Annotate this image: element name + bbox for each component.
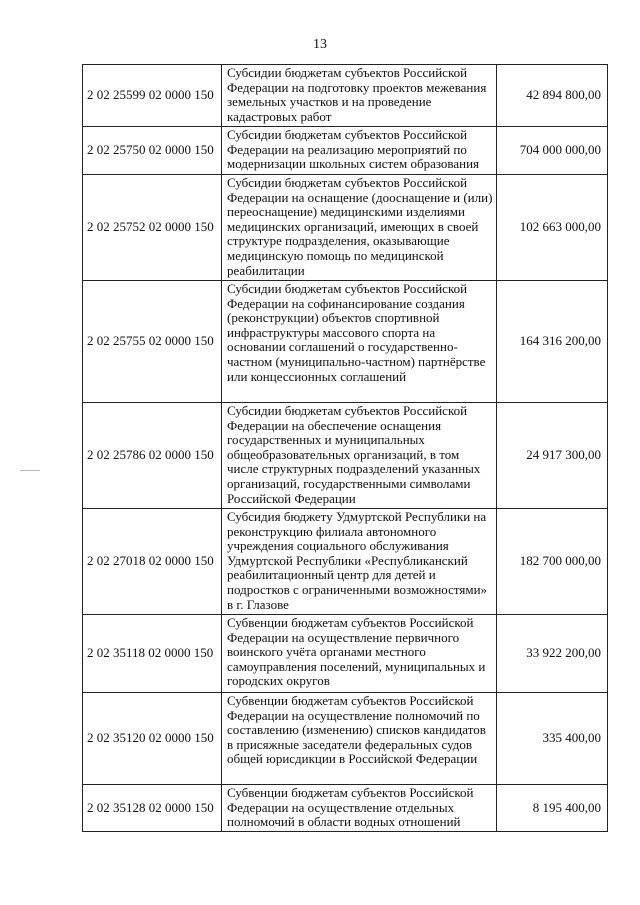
budget-code: 2 02 25752 02 0000 150 xyxy=(83,175,222,281)
table-row xyxy=(83,615,608,693)
revenue-description: Субсидия бюджету Удмуртской Республики на реконструкцию филиала автономного учреждения социального обслуживания Удмуртской Республики «Республиканский реабилитационный центр для детей и подростков с ограниченными возможностями» в г. Глазове xyxy=(222,509,497,615)
revenue-amount: 704 000 000,00 xyxy=(497,127,608,175)
budget-code: 2 02 25786 02 0000 150 xyxy=(83,403,222,509)
table-row xyxy=(83,693,608,785)
budget-code: 2 02 35128 02 0000 150 xyxy=(83,785,222,832)
revenue-amount: 33 922 200,00 xyxy=(497,615,608,693)
revenue-description: Субсидии бюджетам субъектов Российской Федерации на обеспечение оснащения государственных и муниципальных общеобразовательных организаций, в том числе структурных подразделений указанных организаций, государственными символами Российской Федерации xyxy=(222,403,497,509)
revenue-description: Субсидии бюджетам субъектов Российской Федерации на реализацию мероприятий по модернизации школьных систем образования xyxy=(222,127,497,175)
revenue-description: Субсидии бюджетам субъектов Российской Федерации на подготовку проектов межевания земельных участков и на проведение кадастровых работ xyxy=(222,65,497,127)
budget-code: 2 02 35120 02 0000 150 xyxy=(83,693,222,785)
table-row xyxy=(83,403,608,509)
revenue-amount: 335 400,00 xyxy=(497,693,608,785)
table-row xyxy=(83,175,608,281)
revenue-amount: 24 917 300,00 xyxy=(497,403,608,509)
revenue-description: Субвенции бюджетам субъектов Российской Федерации на осуществление полномочий по составлению (изменению) списков кандидатов в присяжные заседатели федеральных судов общей юрисдикции в Российской Федерации xyxy=(222,693,497,785)
revenue-description: Субсидии бюджетам субъектов Российской Федерации на софинансирование создания (реконструкции) объектов спортивной инфраструктуры массового спорта на основании соглашений о государственно-частном (муниципально-частном) партнёрстве или концессионных соглашений xyxy=(222,281,497,403)
budget-code: 2 02 27018 02 0000 150 xyxy=(83,509,222,615)
budget-code: 2 02 35118 02 0000 150 xyxy=(83,615,222,693)
revenue-description: Субсидии бюджетам субъектов Российской Федерации на оснащение (дооснащение и (или) переоснащение) медицинскими изделиями медицинских организаций, имеющих в своей структуре подразделения, оказывающие медицинскую помощь по медицинской реабилитации xyxy=(222,175,497,281)
revenue-amount: 8 195 400,00 xyxy=(497,785,608,832)
budget-code: 2 02 25750 02 0000 150 xyxy=(83,127,222,175)
margin-mark xyxy=(20,470,40,471)
table-row xyxy=(83,65,608,127)
table-row xyxy=(83,509,608,615)
revenue-amount: 102 663 000,00 xyxy=(497,175,608,281)
revenue-description: Субвенции бюджетам субъектов Российской Федерации на осуществление отдельных полномочий в области водных отношений xyxy=(222,785,497,832)
table-row xyxy=(83,127,608,175)
revenue-table xyxy=(82,64,608,832)
table-row xyxy=(83,281,608,403)
revenue-amount: 42 894 800,00 xyxy=(497,65,608,127)
budget-code: 2 02 25599 02 0000 150 xyxy=(83,65,222,127)
budget-code: 2 02 25755 02 0000 150 xyxy=(83,281,222,403)
revenue-amount: 182 700 000,00 xyxy=(497,509,608,615)
revenue-amount: 164 316 200,00 xyxy=(497,281,608,403)
page-number: 13 xyxy=(313,37,327,52)
revenue-description: Субвенции бюджетам субъектов Российской Федерации на осуществление первичного воинского учёта органами местного самоуправления поселений, муниципальных и городских округов xyxy=(222,615,497,693)
table-row xyxy=(83,785,608,832)
